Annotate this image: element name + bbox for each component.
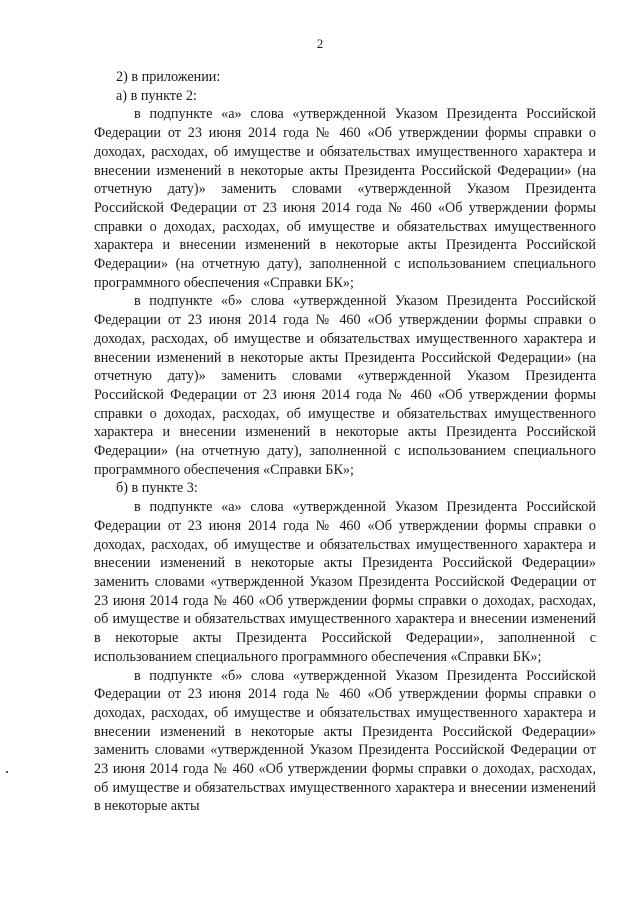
subsection-heading-point-3: б) в пункте 3: [116,480,198,497]
document-body [94,68,596,816]
paragraph-point-3-subpoint-b: в подпункте «б» слова «утвержденной Указом Президента Российской Федерации от 23 июня 2014 года № 460 «Об утверждении формы справки о доходах, расходах, об имуществе и обязательствах имущественного характера и внесении изменений в некоторые акты Президента Российской Федерации» заменить словами «утвержденной Указом Президента Российской Федерации от 23 июня 2014 года № 460 «Об утверждении формы справки о доходах, расходах, об имуществе и обязательствах имущественного характера и внесении изменений в некоторые акты [94,667,596,815]
paragraph-point-2-subpoint-a: в подпункте «а» слова «утвержденной Указом Президента Российской Федерации от 23 июня 2014 года № 460 «Об утверждении формы справки о доходах, расходах, об имуществе и обязательствах имущественного характера и внесении изменений в некоторые акты Президента Российской Федерации» (на отчетную дату)» заменить словами «утвержденной Указом Президента Российской Федерации от 23 июня 2014 года № 460 «Об утверждении формы справки о доходах, расходах, об имуществе и обязательствах имущественного характера и внесении изменений в некоторые акты Президента Российской Федерации» (на отчетную дату), заполненной с использованием специального программного обеспечения «Справки БК»; [94,106,596,291]
scan-margin-mark [6,771,8,773]
subsection-heading-point-2: а) в пункте 2: [116,87,197,104]
section-heading-appendix: 2) в приложении: [116,69,221,85]
page-number: 2 [316,36,324,51]
paragraph-point-3-subpoint-a: в подпункте «а» слова «утвержденной Указом Президента Российской Федерации от 23 июня 2014 года № 460 «Об утверждении формы справки о доходах, расходах, об имуществе и обязательствах имущественного характера и внесении изменений в некоторые акты Президента Российской Федерации» заменить словами «утвержденной Указом Президента Российской Федерации от 23 июня 2014 года № 460 «Об утверждении формы справки о доходах, расходах, об имуществе и обязательствах имущественного характера и внесении изменений в некоторые акты Президента Российской Федерации», заполненной с использованием специального программного обеспечения «Справки БК»; [94,499,596,665]
paragraph-point-2-subpoint-b: в подпункте «б» слова «утвержденной Указом Президента Российской Федерации от 23 июня 2014 года № 460 «Об утверждении формы справки о доходах, расходах, об имуществе и обязательствах имущественного характера и внесении изменений в некоторые акты Президента Российской Федерации» (на отчетную дату)» заменить словами «утвержденной Указом Президента Российской Федерации от 23 июня 2014 года № 460 «Об утверждении формы справки о доходах, расходах, об имуществе и обязательствах имущественного характера и внесении изменений в некоторые акты Президента Российской Федерации» (на отчетную дату), заполненной с использованием специального программного обеспечения «Справки БК»; [94,293,596,478]
